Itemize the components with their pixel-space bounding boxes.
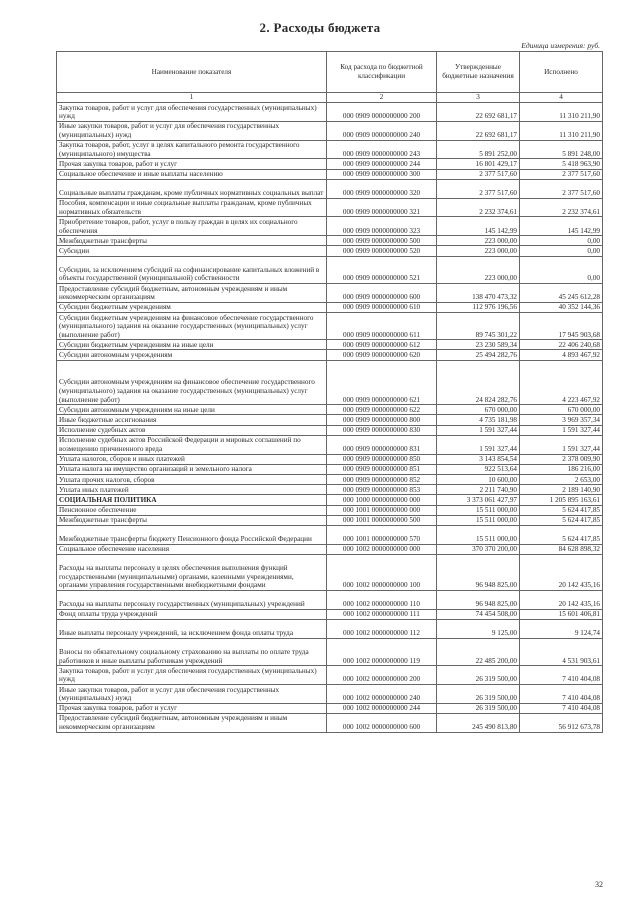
row-code: 000 1002 0000000000 111 — [327, 609, 437, 619]
row-code: 000 0909 0000000000 830 — [327, 425, 437, 435]
row-name: Субсидии, за исключением субсидий на софинансирование капитальных вложений в объекты государственной (муниципальной) собственности — [57, 256, 327, 283]
row-code: 000 0909 0000000000 321 — [327, 198, 437, 217]
row-approved: 9 125,00 — [437, 619, 520, 638]
table-row — [57, 684, 603, 703]
row-executed: 5 891 248,00 — [520, 140, 603, 159]
row-code: 000 0909 0000000000 240 — [327, 121, 437, 140]
row-code: 000 1002 0000000000 200 — [327, 666, 437, 685]
row-approved: 1 591 327,44 — [437, 425, 520, 435]
row-code: 000 1002 0000000000 100 — [327, 554, 437, 590]
row-name: Закупка товаров, работ и услуг для обеспечения государственных (муниципальных) нужд — [57, 103, 327, 122]
row-executed: 4 893 467,92 — [520, 350, 603, 360]
row-executed: 11 310 211,90 — [520, 103, 603, 122]
table-row — [57, 360, 603, 405]
row-code: 000 0909 0000000000 620 — [327, 350, 437, 360]
table-row — [57, 350, 603, 360]
table-row — [57, 425, 603, 435]
row-name: Социальное обеспечение и иные выплаты населению — [57, 169, 327, 179]
row-name: Закупка товаров, работ, услуг в целях капитального ремонта государственного (муниципального) имущества — [57, 140, 327, 159]
row-code: 000 0909 0000000000 244 — [327, 159, 437, 169]
row-executed: 4 531 903,61 — [520, 638, 603, 665]
column-number: 4 — [520, 93, 603, 103]
row-name: Субсидии бюджетным учреждениям на иные цели — [57, 340, 327, 350]
row-name: Пособия, компенсации и иные социальные выплаты гражданам, кроме публичных нормативных обязательств — [57, 198, 327, 217]
table-row — [57, 464, 603, 474]
header-row — [57, 52, 603, 93]
table-row — [57, 590, 603, 609]
row-approved: 3 143 854,54 — [437, 454, 520, 464]
table-row — [57, 554, 603, 590]
row-approved: 2 232 374,61 — [437, 198, 520, 217]
table-row — [57, 515, 603, 525]
row-approved: 922 513,64 — [437, 464, 520, 474]
row-approved: 74 454 508,00 — [437, 609, 520, 619]
table-row — [57, 619, 603, 638]
row-approved: 23 230 589,34 — [437, 340, 520, 350]
row-executed: 40 352 144,36 — [520, 302, 603, 312]
row-name: Субсидии автономным учреждениям на финансовое обеспечение государственного (муниципального) задания на оказание государственных (муниципальных) услуг (выполнение работ) — [57, 360, 327, 405]
row-executed: 2 377 517,60 — [520, 179, 603, 198]
row-approved: 22 485 200,00 — [437, 638, 520, 665]
row-code: 000 0909 0000000000 850 — [327, 454, 437, 464]
table-row — [57, 435, 603, 454]
row-name: Закупка товаров, работ и услуг для обеспечения государственных (муниципальных) нужд — [57, 666, 327, 685]
row-approved: 89 745 301,22 — [437, 312, 520, 339]
row-approved: 138 470 473,32 — [437, 283, 520, 302]
table-row — [57, 169, 603, 179]
row-code: 000 1002 0000000000 244 — [327, 703, 437, 713]
row-executed: 1 591 327,44 — [520, 425, 603, 435]
row-approved: 10 600,00 — [437, 475, 520, 485]
row-approved: 223 000,00 — [437, 256, 520, 283]
row-approved: 25 494 282,76 — [437, 350, 520, 360]
row-code: 000 1001 0000000000 500 — [327, 515, 437, 525]
row-code: 000 0909 0000000000 300 — [327, 169, 437, 179]
row-name: Межбюджетные трансферты — [57, 515, 327, 525]
row-name: Фонд оплаты труда учреждений — [57, 609, 327, 619]
table-row — [57, 485, 603, 495]
row-executed: 145 142,99 — [520, 217, 603, 236]
table-row — [57, 283, 603, 302]
row-name: Уплата прочих налогов, сборов — [57, 475, 327, 485]
table-row — [57, 340, 603, 350]
row-approved: 670 000,00 — [437, 405, 520, 415]
table-row — [57, 525, 603, 544]
row-executed: 2 378 009,90 — [520, 454, 603, 464]
header-executed: Исполнено — [520, 52, 603, 93]
row-code: 000 1002 0000000000 112 — [327, 619, 437, 638]
table-row — [57, 179, 603, 198]
table-row — [57, 312, 603, 339]
row-approved: 245 490 813,80 — [437, 713, 520, 732]
row-executed: 7 410 404,08 — [520, 684, 603, 703]
row-executed: 0,00 — [520, 246, 603, 256]
row-code: 000 0909 0000000000 500 — [327, 236, 437, 246]
table-row — [57, 198, 603, 217]
row-name: Иные бюджетные ассигнования — [57, 415, 327, 425]
row-name: Исполнение судебных актов Российской Федерации и мировых соглашений по возмещению причиненного вреда — [57, 435, 327, 454]
row-approved: 22 692 681,17 — [437, 121, 520, 140]
row-approved: 24 824 282,76 — [437, 360, 520, 405]
row-executed: 4 223 467,92 — [520, 360, 603, 405]
row-code: 000 0909 0000000000 831 — [327, 435, 437, 454]
row-name: Предоставление субсидий бюджетным, автономным учреждениям и иным некоммерческим организациям — [57, 713, 327, 732]
row-approved: 2 377 517,60 — [437, 179, 520, 198]
row-name: Пенсионное обеспечение — [57, 505, 327, 515]
row-approved: 26 319 500,00 — [437, 684, 520, 703]
row-approved: 26 319 500,00 — [437, 666, 520, 685]
table-row — [57, 121, 603, 140]
page-title: 2. Расходы бюджета — [259, 20, 381, 35]
row-approved: 22 692 681,17 — [437, 103, 520, 122]
row-executed: 5 624 417,85 — [520, 515, 603, 525]
row-code: 000 0909 0000000000 200 — [327, 103, 437, 122]
row-name: Субсидии бюджетным учреждениям — [57, 302, 327, 312]
row-approved: 15 511 000,00 — [437, 525, 520, 544]
row-approved: 96 948 825,00 — [437, 554, 520, 590]
units-label: Единица измерения: руб. — [521, 41, 600, 50]
row-executed: 1 591 327,44 — [520, 435, 603, 454]
row-name: Уплата налогов, сборов и иных платежей — [57, 454, 327, 464]
column-number: 2 — [327, 93, 437, 103]
row-executed: 9 124,74 — [520, 619, 603, 638]
row-code: 000 0909 0000000000 621 — [327, 360, 437, 405]
expenses-table — [56, 51, 603, 733]
row-approved: 15 511 000,00 — [437, 515, 520, 525]
row-executed: 22 406 240,68 — [520, 340, 603, 350]
table-row — [57, 666, 603, 685]
row-code: 000 1002 0000000000 119 — [327, 638, 437, 665]
row-name: Расходы на выплаты персоналу государственных (муниципальных) учреждений — [57, 590, 327, 609]
row-name: Уплата иных платежей — [57, 485, 327, 495]
row-code: 000 0909 0000000000 612 — [327, 340, 437, 350]
table-row — [57, 454, 603, 464]
row-name: Уплата налога на имущество организаций и земельного налога — [57, 464, 327, 474]
row-executed: 20 142 435,16 — [520, 590, 603, 609]
row-name: Межбюджетные трансферты — [57, 236, 327, 246]
row-approved: 2 377 517,60 — [437, 169, 520, 179]
row-name: Иные выплаты персоналу учреждений, за исключением фонда оплаты труда — [57, 619, 327, 638]
row-executed: 2 232 374,61 — [520, 198, 603, 217]
row-code: 000 0909 0000000000 853 — [327, 485, 437, 495]
row-executed: 2 377 517,60 — [520, 169, 603, 179]
row-executed: 2 653,00 — [520, 475, 603, 485]
row-code: 000 0909 0000000000 852 — [327, 475, 437, 485]
row-code: 000 1002 0000000000 110 — [327, 590, 437, 609]
table-row — [57, 703, 603, 713]
table-row — [57, 103, 603, 122]
table-row — [57, 246, 603, 256]
row-executed: 670 000,00 — [520, 405, 603, 415]
row-approved: 370 370 200,00 — [437, 544, 520, 554]
row-name: Приобретение товаров, работ, услуг в пользу граждан в целях их социального обеспечения — [57, 217, 327, 236]
page-number: 32 — [595, 880, 603, 889]
table-row — [57, 302, 603, 312]
row-executed: 3 969 357,34 — [520, 415, 603, 425]
row-name: Субсидии бюджетным учреждениям на финансовое обеспечение государственного (муниципального) задания на оказание государственных (муниципальных) услуг (выполнение работ) — [57, 312, 327, 339]
row-name: Взносы по обязательному социальному страхованию на выплаты по оплате труда работников и иные выплаты работникам учреждений — [57, 638, 327, 665]
row-code: 000 0909 0000000000 800 — [327, 415, 437, 425]
row-approved: 223 000,00 — [437, 246, 520, 256]
row-executed: 2 189 140,90 — [520, 485, 603, 495]
row-code: 000 0909 0000000000 600 — [327, 283, 437, 302]
row-name: Расходы на выплаты персоналу в целях обеспечения выполнения функций государственными (муниципальными) органами, казенными учреждениями, органами управления государственными внебюджетными фондами — [57, 554, 327, 590]
table-row — [57, 256, 603, 283]
row-code: 000 0909 0000000000 320 — [327, 179, 437, 198]
row-code: 000 1001 0000000000 570 — [327, 525, 437, 544]
row-name: Субсидии автономным учреждениям на иные цели — [57, 405, 327, 415]
row-executed: 0,00 — [520, 256, 603, 283]
row-code: 000 0909 0000000000 611 — [327, 312, 437, 339]
row-executed: 20 142 435,16 — [520, 554, 603, 590]
row-executed: 5 418 963,90 — [520, 159, 603, 169]
row-code: 000 1001 0000000000 000 — [327, 505, 437, 515]
row-name: Социальное обеспечение населения — [57, 544, 327, 554]
table-row — [57, 236, 603, 246]
row-executed: 17 945 903,68 — [520, 312, 603, 339]
row-name: Межбюджетные трансферты бюджету Пенсионного фонда Российской Федерации — [57, 525, 327, 544]
row-executed: 7 410 404,08 — [520, 666, 603, 685]
row-approved: 112 976 196,56 — [437, 302, 520, 312]
row-name: Прочая закупка товаров, работ и услуг — [57, 159, 327, 169]
row-approved: 2 211 740,90 — [437, 485, 520, 495]
row-code: 000 0909 0000000000 622 — [327, 405, 437, 415]
row-code: 000 0909 0000000000 521 — [327, 256, 437, 283]
row-executed: 45 245 612,28 — [520, 283, 603, 302]
table-row — [57, 415, 603, 425]
row-approved: 16 801 429,17 — [437, 159, 520, 169]
row-executed: 11 310 211,90 — [520, 121, 603, 140]
table-row — [57, 495, 603, 505]
row-approved: 5 891 252,00 — [437, 140, 520, 159]
row-approved: 26 319 500,00 — [437, 703, 520, 713]
row-code: 000 0909 0000000000 520 — [327, 246, 437, 256]
row-code: 000 1002 0000000000 240 — [327, 684, 437, 703]
row-code: 000 0909 0000000000 243 — [327, 140, 437, 159]
table-row — [57, 544, 603, 554]
row-approved: 4 735 181,98 — [437, 415, 520, 425]
row-executed: 186 216,00 — [520, 464, 603, 474]
row-approved: 3 373 061 427,97 — [437, 495, 520, 505]
header-approved: Утвержденные бюджетные назначения — [437, 52, 520, 93]
row-name: Иные закупки товаров, работ и услуг для обеспечения государственных (муниципальных) нужд — [57, 684, 327, 703]
header-code: Код расхода по бюджетной классификации — [327, 52, 437, 93]
table-body — [57, 103, 603, 733]
row-name: Прочая закупка товаров, работ и услуг — [57, 703, 327, 713]
row-approved: 96 948 825,00 — [437, 590, 520, 609]
row-executed: 56 912 673,78 — [520, 713, 603, 732]
row-code: 000 1002 0000000000 000 — [327, 544, 437, 554]
row-executed: 5 624 417,85 — [520, 505, 603, 515]
row-name: Исполнение судебных актов — [57, 425, 327, 435]
row-executed: 1 205 895 163,61 — [520, 495, 603, 505]
row-executed: 84 628 898,32 — [520, 544, 603, 554]
column-number-row — [57, 93, 603, 103]
table-row — [57, 475, 603, 485]
row-name: Предоставление субсидий бюджетным, автономным учреждениям и иным некоммерческим организациям — [57, 283, 327, 302]
row-name: Иные закупки товаров, работ и услуг для обеспечения государственных (муниципальных) нужд — [57, 121, 327, 140]
row-code: 000 0909 0000000000 610 — [327, 302, 437, 312]
row-executed: 7 410 404,08 — [520, 703, 603, 713]
table-row — [57, 217, 603, 236]
row-code: 000 1000 0000000000 000 — [327, 495, 437, 505]
row-name: СОЦИАЛЬНАЯ ПОЛИТИКА — [57, 495, 327, 505]
row-approved: 223 000,00 — [437, 236, 520, 246]
row-code: 000 0909 0000000000 851 — [327, 464, 437, 474]
row-approved: 1 591 327,44 — [437, 435, 520, 454]
table-row — [57, 505, 603, 515]
header-name: Наименование показателя — [57, 52, 327, 93]
row-executed: 0,00 — [520, 236, 603, 246]
row-name: Субсидии автономным учреждениям — [57, 350, 327, 360]
table-row — [57, 713, 603, 732]
row-executed: 15 601 406,81 — [520, 609, 603, 619]
table-row — [57, 405, 603, 415]
row-name: Социальные выплаты гражданам, кроме публичных нормативных социальных выплат — [57, 179, 327, 198]
row-code: 000 1002 0000000000 600 — [327, 713, 437, 732]
row-approved: 15 511 000,00 — [437, 505, 520, 515]
table-row — [57, 159, 603, 169]
row-code: 000 0909 0000000000 323 — [327, 217, 437, 236]
column-number: 3 — [437, 93, 520, 103]
row-name: Субсидии — [57, 246, 327, 256]
table-row — [57, 140, 603, 159]
row-approved: 145 142,99 — [437, 217, 520, 236]
table-row — [57, 609, 603, 619]
column-number: 1 — [57, 93, 327, 103]
row-executed: 5 624 417,85 — [520, 525, 603, 544]
table-row — [57, 638, 603, 665]
